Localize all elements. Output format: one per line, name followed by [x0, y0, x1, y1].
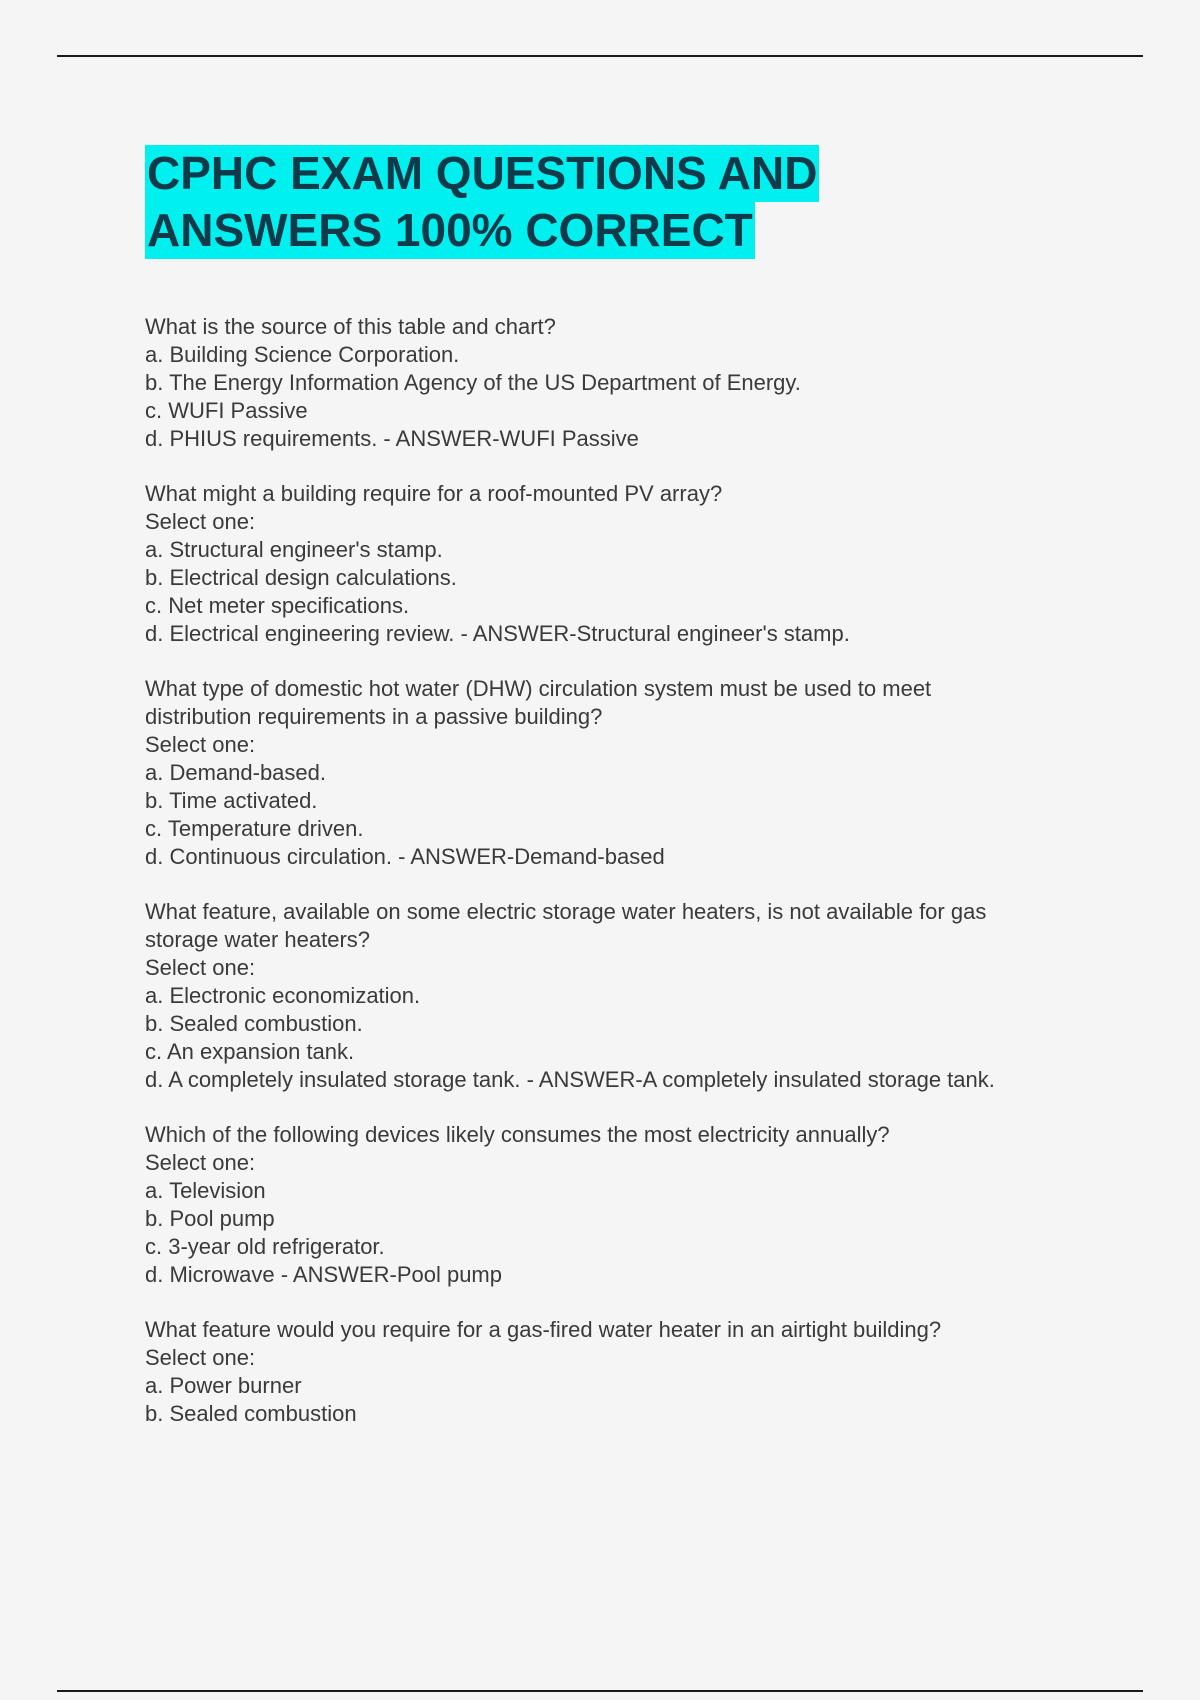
question-text: storage water heaters?: [145, 927, 371, 952]
answer-option: c. Net meter specifications.: [145, 593, 410, 618]
answer-option: a. Structural engineer's stamp.: [145, 537, 443, 562]
answer-option: d. Continuous circulation. - ANSWER-Demand-based: [145, 844, 665, 869]
top-rule: [57, 55, 1143, 57]
answer-option: a. Building Science Corporation.: [145, 342, 460, 367]
question-text: What is the source of this table and chart?: [145, 314, 556, 339]
question-text: What feature would you require for a gas-fired water heater in an airtight building?: [145, 1317, 942, 1342]
question-text: Which of the following devices likely consumes the most electricity annually?: [145, 1122, 890, 1147]
question-block: [145, 480, 1145, 648]
answer-option: c. An expansion tank.: [145, 1039, 355, 1064]
answer-option: b. Pool pump: [145, 1206, 275, 1231]
question-block: [145, 1316, 1145, 1428]
question-text: What feature, available on some electric storage water heaters, is not available for gas: [145, 899, 987, 924]
select-one-label: Select one:: [145, 732, 256, 757]
answer-option: c. WUFI Passive: [145, 398, 308, 423]
answer-option: a. Power burner: [145, 1373, 302, 1398]
answer-option: a. Demand-based.: [145, 760, 326, 785]
title-line-1: CPHC EXAM QUESTIONS AND: [145, 145, 819, 202]
question-block: [145, 313, 1145, 453]
select-one-label: Select one:: [145, 509, 256, 534]
answer-option: b. Sealed combustion.: [145, 1011, 363, 1036]
question-block: [145, 1121, 1145, 1289]
question-text: distribution requirements in a passive building?: [145, 704, 603, 729]
question-list: [145, 313, 1145, 1455]
answer-option: b. Time activated.: [145, 788, 318, 813]
answer-option: d. Microwave - ANSWER-Pool pump: [145, 1262, 502, 1287]
question-block: [145, 898, 1145, 1094]
answer-option: c. 3-year old refrigerator.: [145, 1234, 385, 1259]
answer-option: a. Electronic economization.: [145, 983, 421, 1008]
question-block: [145, 675, 1145, 871]
select-one-label: Select one:: [145, 955, 256, 980]
answer-option: b. Electrical design calculations.: [145, 565, 457, 590]
answer-option: a. Television: [145, 1178, 266, 1203]
answer-option: b. The Energy Information Agency of the US Department of Energy.: [145, 370, 801, 395]
answer-option: c. Temperature driven.: [145, 816, 364, 841]
question-text: What type of domestic hot water (DHW) circulation system must be used to meet: [145, 676, 932, 701]
select-one-label: Select one:: [145, 1150, 256, 1175]
answer-option: b. Sealed combustion: [145, 1401, 357, 1426]
answer-option: d. Electrical engineering review. - ANSWER-Structural engineer's stamp.: [145, 621, 850, 646]
answer-option: d. A completely insulated storage tank. - ANSWER-A completely insulated storage tank.: [145, 1067, 995, 1092]
title-line-2: ANSWERS 100% CORRECT: [145, 202, 755, 259]
select-one-label: Select one:: [145, 1345, 256, 1370]
answer-option: d. PHIUS requirements. - ANSWER-WUFI Passive: [145, 426, 639, 451]
question-text: What might a building require for a roof-mounted PV array?: [145, 481, 723, 506]
bottom-rule: [57, 1690, 1143, 1692]
document-title: [145, 145, 819, 259]
